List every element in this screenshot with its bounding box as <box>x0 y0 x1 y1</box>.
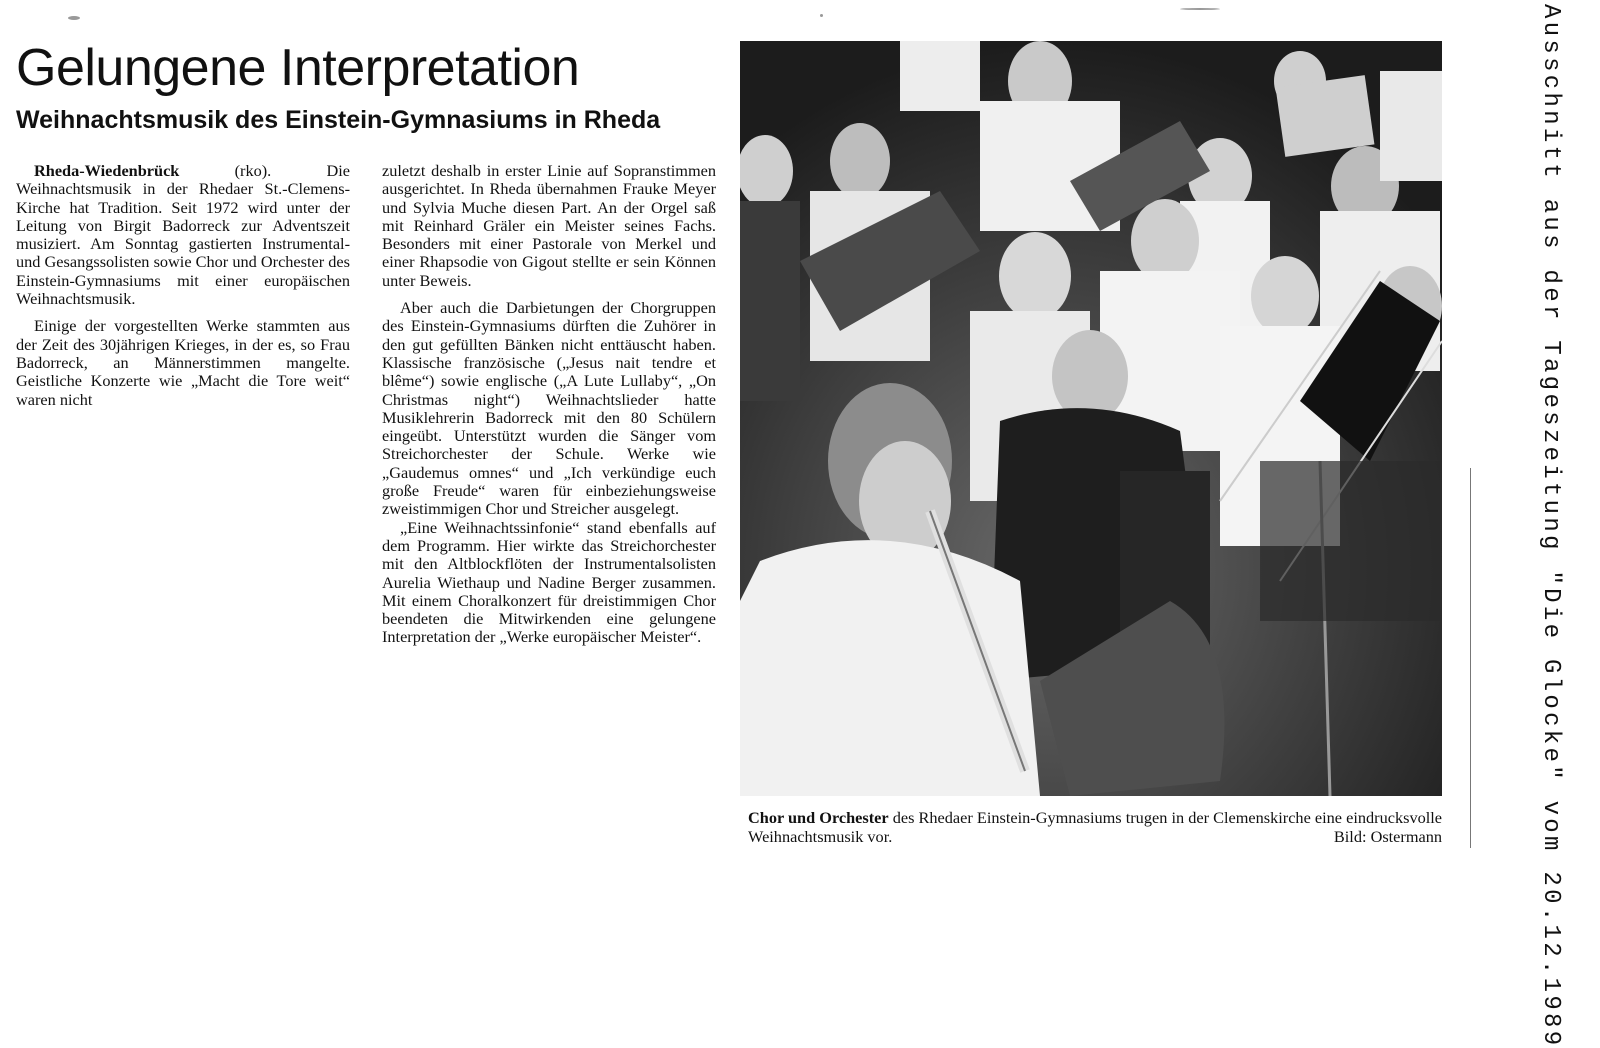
article-paragraph: Einige der vorgestellten Werke stammten aus der Zeit des 30jährigen Krieges, in der es, so Frau Badorreck, an Männerstimmen mangelte. Geistliche Konzerte wie „Macht die Tore weit“ waren nicht <box>16 316 350 409</box>
caption-lead: Chor und Orchester <box>748 808 889 827</box>
caption-text: des Rhedaer Einstein-Gymnasiums trugen in der Clemenskirche eine eindrucksvolle Weihnachtsmusik vor. <box>748 808 1442 846</box>
photo-credit: Bild: Ostermann <box>1333 827 1442 846</box>
article-column-1 <box>16 162 350 409</box>
photo-caption <box>748 808 1442 846</box>
choir-orchestra-photo <box>740 41 1442 796</box>
article-paragraph <box>16 162 350 308</box>
headline: Gelungene Interpretation <box>16 39 580 97</box>
cut-line <box>1470 468 1471 848</box>
paragraph-text: (rko). Die Weihnachtsmusik in der Rhedaer St.-Clemens-Kirche hat Tradition. Seit 1972 wird unter der Leitung von Birgit Badorreck zur Adventszeit musiziert. Am Sonntag gastierten Instrumental- und Gesangssolisten sowie Chor und Orchester des Einstein-Gymnasiums mit einer europäischen Weihnachtsmusik. <box>16 161 350 309</box>
dateline: Rheda-Wiedenbrück <box>34 161 180 180</box>
subheadline: Weihnachtsmusik des Einstein-Gymnasiums in Rheda <box>16 106 661 134</box>
article-column-2 <box>382 162 716 647</box>
source-note: Ausschnitt aus der Tageszeitung "Die Glocke" vom 20.12.1989 <box>1537 4 1564 1048</box>
photo-illustration <box>740 41 1442 796</box>
article-paragraph: Aber auch die Darbietungen der Chorgruppen des Einstein-Gymnasiums dürften die Zuhörer in den gut gefüllten Bänken nicht enttäuscht haben. Klassische französische („Jesus nait tendre et blême“) sowie englische („A Lute Lullaby“, „On Christmas night“) Weihnachtslieder hatte Musiklehrerin Badorreck mit den 80 Schülern eingeübt. Unterstützt wurden die Sänger vom Streichorchester der Schule. Werke wie „Gaudemus omnes“ und „Ich verkündige euch große Freude“ waren für einbeziehungsweise zweistimmigen Chor und Streicher ausgelegt. <box>382 298 716 519</box>
article-paragraph: zuletzt deshalb in erster Linie auf Sopranstimmen ausgerichtet. In Rheda übernahmen Frauke Meyer und Sylvia Muche diesen Part. An der Orgel saß mit Reinhard Gräler ein Meister seines Fachs. Besonders mit einer Pastorale von Merkel und einer Rhapsodie von Gigout stellte er sein Können unter Beweis. <box>382 161 716 290</box>
print-speck <box>1180 8 1220 10</box>
print-speck <box>820 14 823 17</box>
print-speck <box>68 16 80 20</box>
article-paragraph: „Eine Weihnachtssinfonie“ stand ebenfalls auf dem Programm. Hier wirkte das Streichorchester mit den Altblockflöten der Instrumentalsolisten Aurelia Wiethaup und Nadine Berger zusammen. Mit einem Choralkonzert für dreistimmigen Chor beendeten die Mitwirkenden eine gelungene Interpretation der „Werke europäischer Meister“. <box>382 517 716 647</box>
